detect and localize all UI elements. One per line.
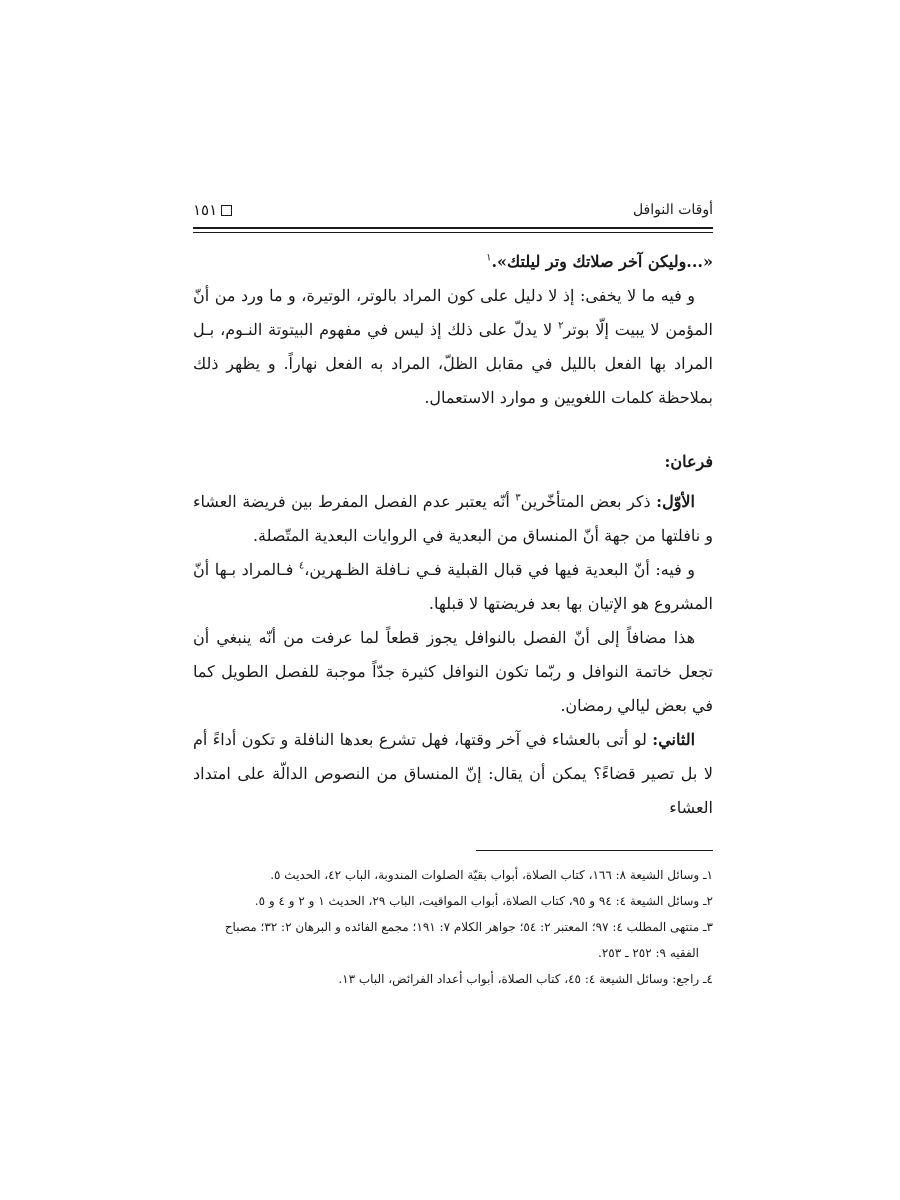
first-branch-label: الأوّل: <box>656 492 695 511</box>
paragraph-1-text-a: و فيه ما لا يخفى: إذ لا دليل على كون المراد بالوتر، الوتيرة، و ما ورد من أنّ المؤمن لا يبيت إلّا بوتر <box>193 286 713 339</box>
footnote-2: ٢ـ وسائل الشيعة ٤: ٩٤ و ٩٥، كتاب الصلاة، أبواب المواقيت، الباب ٢٩، الحديث ١ و ٢ و ٤ و ٥. <box>254 894 713 908</box>
paragraph-3-text-a: و فيه: أنّ البعدية فيها في قبال القبلية فـي نـافلة الظـهرين، <box>304 560 696 579</box>
page-number-group <box>193 201 232 219</box>
quote-text: «...وليكن آخر صلاتك وتر ليلتك». <box>491 252 713 271</box>
section-heading: فرعان: <box>664 452 713 471</box>
paragraph-1-text-b: لا يدلّ على ذلك إذ ليس في مفهوم البيتوتة النـوم، بـل المراد بها الفعل بالليل في مقابل الظلّ، المراد به الفعل نهاراً. و يظهر ذلك بملاحظة كلمات اللغويين و موارد الاستعمال. <box>193 320 713 407</box>
running-header <box>193 200 713 224</box>
footnote-separator <box>476 850 713 851</box>
footnote-1: ١ـ وسائل الشيعة ٨: ١٦٦، كتاب الصلاة، أبواب بقيّة الصلوات المندوبة، الباب ٤٢، الحديث ٥. <box>270 868 713 882</box>
paragraph-first-branch <box>193 485 713 553</box>
footnote-3: ٣ـ منتهى المطلب ٤: ٩٧؛ المعتبر ٢: ٥٤؛ جواهر الكلام ٧: ١٩١؛ مجمع الفائده و البرهان ٢: ٣٢؛ مصباح الفقيه ٩: ٢٥٢ ـ ٢٥٣. <box>224 920 713 960</box>
header-rule-thin <box>193 232 713 233</box>
footnote-4: ٤ـ راجع: وسائل الشيعة ٤: ٤٥، كتاب الصلاة، أبواب أعداد الفرائض، الباب ١٣. <box>338 972 713 986</box>
paragraph-second-branch <box>193 723 713 825</box>
second-branch-label: الثاني: <box>652 730 696 749</box>
paragraph-3 <box>193 553 713 621</box>
page-number: ١٥١ <box>193 201 218 219</box>
main-text <box>193 245 713 825</box>
footnote-ref-4: ٤ <box>298 560 305 572</box>
chapter-title: أوقات النوافل <box>632 202 713 218</box>
header-rule-thick <box>193 227 713 229</box>
footnote-ref-1: ١ <box>486 252 492 264</box>
hadith-quote <box>193 245 713 279</box>
footnote-ref-2: ٢ <box>558 320 564 332</box>
first-branch-text-b: أنّه يعتبر عدم الفصل المفرط بين فريضة العشاء و نافلتها من جهة أنّ المنساق من البعدية في الروايات البعدية المتّصلة. <box>193 492 713 545</box>
footnote-ref-3: ٣ <box>515 492 521 504</box>
square-ornament-icon <box>221 205 232 216</box>
paragraph-3-text-b: فـالمراد بـها أنّ المشروع هو الإتيان بها بعد فريضتها لا قبلها. <box>193 560 713 613</box>
paragraph-1 <box>193 279 713 415</box>
paragraph-4: هذا مضافاً إلى أنّ الفصل بالنوافل يجوز قطعاً لما عرفت من أنّه ينبغي أن تجعل خاتمة النوافل و ربّما تكون النوافل كثيرة جدّاً موجبة للفصل الطويل كما في بعض ليالي رمضان. <box>193 628 713 715</box>
second-branch-text: لو أتى بالعشاء في آخر وقتها، فهل تشرع بعدها النافلة و تكون أداءً أم لا بل تصير قضاءً؟ يمكن أن يقال: إنّ المنساق من النصوص الدالّة على امتداد العشاء <box>193 730 713 817</box>
first-branch-text-a: ذكر بعض المتأخّرين <box>520 492 657 511</box>
footnotes <box>193 862 713 992</box>
